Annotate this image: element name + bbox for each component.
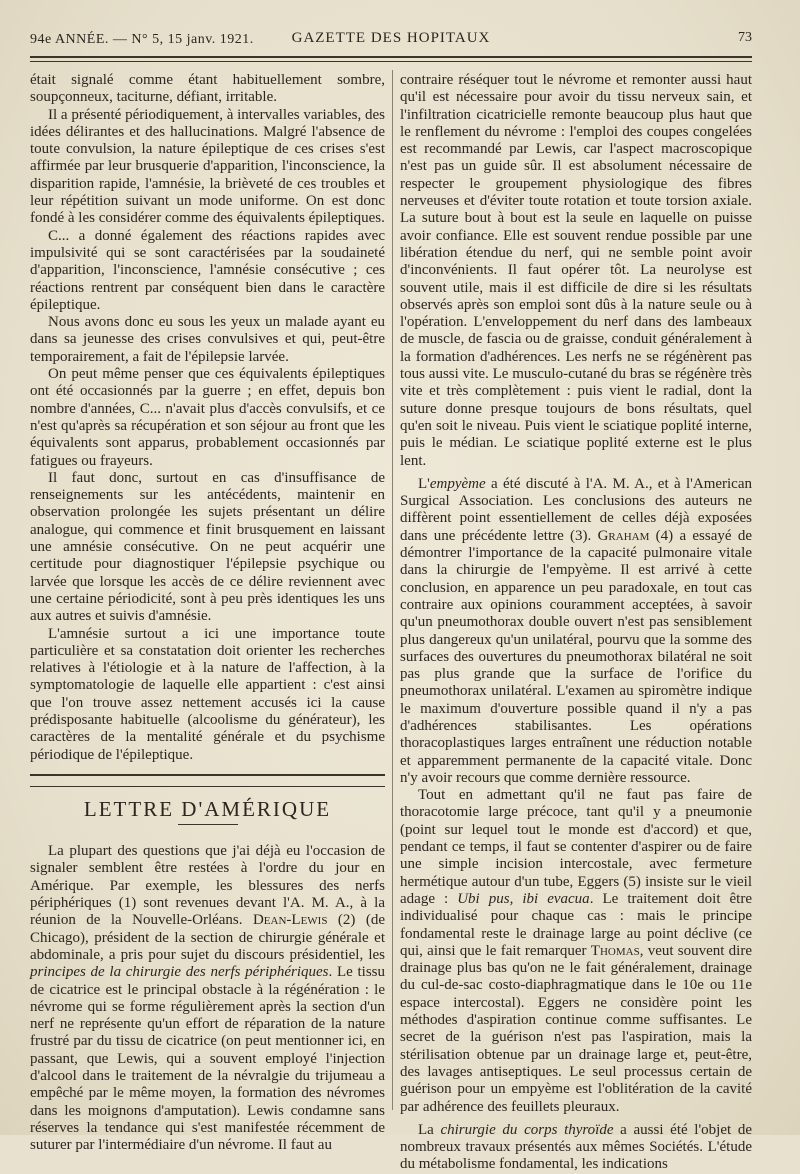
right-column [400, 72, 752, 1174]
paragraph: contraire réséquer tout le névrome et remonter aussi haut qu'il est nécessaire pour avoir du tissu nerveux sain, et l'infiltration cicatricielle remonte beaucoup plus haut que le renflement du névrome : l'emploi des coupes congelées est recommandé par Lewis, car l'aspect macroscopique n'est pas un guide sûr. Il est absolument nécessaire de respecter le groupement physiologique des fibres nerveuses et d'éviter toute rotation et toute torsion axiale. La suture bout à bout est la seule en laquelle on puisse avoir confiance. Elle est souvent rendue possible par une libération étendue du nerf, qui ne semble point avoir d'inconvénients. Il faut opérer tôt. La neurolyse est souvent utile, mais il est difficile de dire si les résultats observés après son emploi sont dûs à la nature seule ou à l'opération. L'enveloppement du nerf dans des lambeaux de muscle, de fascia ou de graisse, conduit généralement à la formation d'adhérences. Les nerfs ne se régénèrent pas tous aussi vite. Le musculo-cutané du bras se régénère très vite et très complètement : puis vient le radial, dont la suture donne presque toujours de bons résultats, quel qu'en soit le niveau. Puis vient le sciatique poplité interne, puis le médian. Le sciatique poplité externe est le plus lent. [400, 72, 752, 469]
left-column [30, 72, 385, 1155]
text-run: Tout en admettant qu'il ne faut pas faire de thoracotomie large précoce, tant qu'il y a pneumonie (point sur lequel tout le monde est d'accord) et que, pendant ce temps, il faut se contenter d'aspirer ou de faire une simple incision intercostale, avec fermeture hermétique autour d'un tube, Eggers (5) insiste sur le vieil adage : [400, 787, 752, 907]
paragraph [400, 476, 752, 787]
text-run: a aussi été l'objet de nombreux travaux présentés aux mêmes Sociétés. L'étude du métabolisme fondamental, les indications [400, 1121, 752, 1173]
header-rule-thin [30, 61, 752, 62]
italic-term: chirurgie du corps thyroïde [440, 1121, 614, 1138]
page-header [30, 30, 752, 52]
paragraph: L'amnésie surtout a ici une importance toute particulière et sa constatation doit orienter les recherches relatives à l'étiologie et à la nature de l'affection, à la symptomatologie de laquelle elle appartient : c'est ainsi que l'on trouve assez nettement accusés ici la cause prédisposante habituelle (alcoolisme du générateur), les caractères de la mentalité générale et du psychisme périodique de l'épileptique. [30, 625, 385, 763]
text-run: (2) (de Chicago), président de la section de chirurgie générale et abdominale, a pris pour sujet du discours présidentiel, les [30, 912, 385, 963]
text-run: L' [418, 475, 430, 492]
issue-info: 94e ANNÉE. — N° 5, 15 janv. 1921. [30, 32, 254, 47]
section-title: LETTRE D'AMÉRIQUE [83, 796, 332, 821]
paragraph: était signalé comme étant habituellement sombre, soupçonneux, taciturne, défiant, irritable. [30, 72, 385, 106]
title-underline [178, 824, 238, 825]
text-run: La plupart des questions que j'ai déjà eu l'occasion de signaler semblent être restées à l'ordre du jour en Amérique. Par exemple, les blessures des nerfs périphériques (1) sont revenues devant l'A. M. A., à la réunion de la Nouvelle-Orléans. [30, 843, 385, 929]
paragraph: Nous avons donc eu sous les yeux un malade ayant eu dans sa jeunesse des crises convulsives et qui, peut-être temporairement, a fait de l'épilepsie larvée. [30, 314, 385, 365]
author-name: Graham [597, 527, 650, 544]
text-run: a été discuté à l'A. M. A., et à l'American Surgical Association. Les conclusions des auteurs ne diffèrent point essentiellement de celles déjà exposées dans une précédente lettre (3). [400, 475, 752, 544]
journal-title: GAZETTE DES HOPITAUX [291, 30, 491, 46]
italic-term: empyème [429, 475, 486, 492]
italic-title: principes de la chirurgie des nerfs périphériques [30, 964, 329, 981]
paragraph: Il a présenté périodiquement, à intervalles variables, des idées délirantes et des hallucinations. Malgré l'absence de toute convulsion, la nature épileptique de ces crises s'est affirmée par leur brusquerie d'apparition, l'inconscience, la disparition rapide, l'amnésie, la brièveté de ces troubles et leur répétition suivant un mode uniforme. On est donc fondé à les considérer comme des équivalents épileptiques. [30, 106, 385, 227]
paragraph [400, 1122, 752, 1174]
page-number: 73 [738, 30, 752, 45]
author-name: Thomas [590, 942, 640, 959]
text-run: , veut souvent dire drainage plus bas qu'on ne le fait généralement, drainage du cul-de-sac costo-diaphragmatique dans le 10e ou 11e espace intercostal). Eggers ne considère point les méthodes d'aspiration continue comme suffisantes. Le secret de la guérison n'est pas l'aspiration, mais la stérilisation obtenue par un drainage large et, peut-être, des lavages antiseptiques. Le seul processus certain de guérison pour un empyème est l'oblitération de la cavité par adhérence des feuillets pleuraux. [400, 942, 752, 1115]
paragraph: On peut même penser que ces équivalents épileptiques ont été occasionnés par la guerre ; en effet, depuis bon nombre d'années, C... n'avait plus d'accès convulsifs, et ce n'est qu'après sa récupération et son séjour au front que les équivalents sont apparus, probablement occasionnés par fatigues ou frayeurs. [30, 366, 385, 469]
paragraph: Il faut donc, surtout en cas d'insuffisance de renseignements sur les antécédents, maintenir en observation prolongée les sujets présentant un délire analogue, qui commence et finit brusquement en laissant une amnésie consécutive. On ne peut acquérir une certitude pour diagnostiquer l'épilepsie psychique ou larvée que lorsque les accès de ce délire reviennent avec une certaine périodicité, sont à peu près identiques les uns aux autres et suivis d'amnésie. [30, 469, 385, 625]
section-separator [30, 774, 385, 787]
text-run: La [418, 1121, 441, 1138]
text-run: . Le traitement doit être individualisé pour chaque cas : mais le principe fondamental reste le drainage large au point déclive (ce qui, ainsi que le fait remarquer [400, 890, 752, 959]
paragraph: C... a donné également des réactions rapides avec impulsivité qui se sont caractérisées par la soudaineté d'apparition, l'inconscience, l'amnésie consécutive ; ces réactions rentrent par conséquent bien dans le caractère épileptique. [30, 227, 385, 313]
text-run: . Le tissu de cicatrice est le principal obstacle à la régénération : le névrome qui se forme régulièrement après la section d'un nerf ne représente qu'un effort de réparation de la nature frustré par du tissu de cicatrice (on peut mentionner ici, en passant, que Lewis, qui a souvent employé l'injection d'alcool dans le traitement de la névralgie du trijumeau a empêché par le même moyen, la formation des névromes dans les moignons d'amputation). Lewis condamne sans réserves la tendance qui s'est manifestée récemment de suturer par l'intermédiaire d'un névrome. Il faut au [30, 964, 385, 1154]
author-name: Dean-Lewis [252, 912, 328, 929]
italic-quote: Ubi pus, ibi evacua [457, 890, 590, 907]
paragraph [30, 843, 385, 1154]
paragraph [400, 787, 752, 1116]
text-run: (4) a essayé de démontrer l'importance de la capacité pulmonaire vitale dans la chirurgie de l'empyème. Il est arrivé à cette conclusion, en apparence un peu paradoxale, en tout cas contraire aux opinions couramment acceptées, à savoir qu'un pneumothorax double ouvert n'est pas sensiblement plus dangereux qu'un unilatéral, pourvu que la somme des surfaces des ouvertures du pneumothorax bilatéral ne soit pas plus grande que la surface de l'orifice du pneumothorax unilatéral. L'examen au spiromètre indique le maximum d'ouverture possible quand il n'y a pas d'adhérences stabilisantes. Les opérations thoracoplastiques larges entraînent une réduction notable et apparemment permanente de la capacité vitale. Donc n'y avoir recours que comme dernière ressource. [400, 527, 752, 786]
header-rule [30, 56, 752, 58]
column-divider [392, 70, 393, 1110]
